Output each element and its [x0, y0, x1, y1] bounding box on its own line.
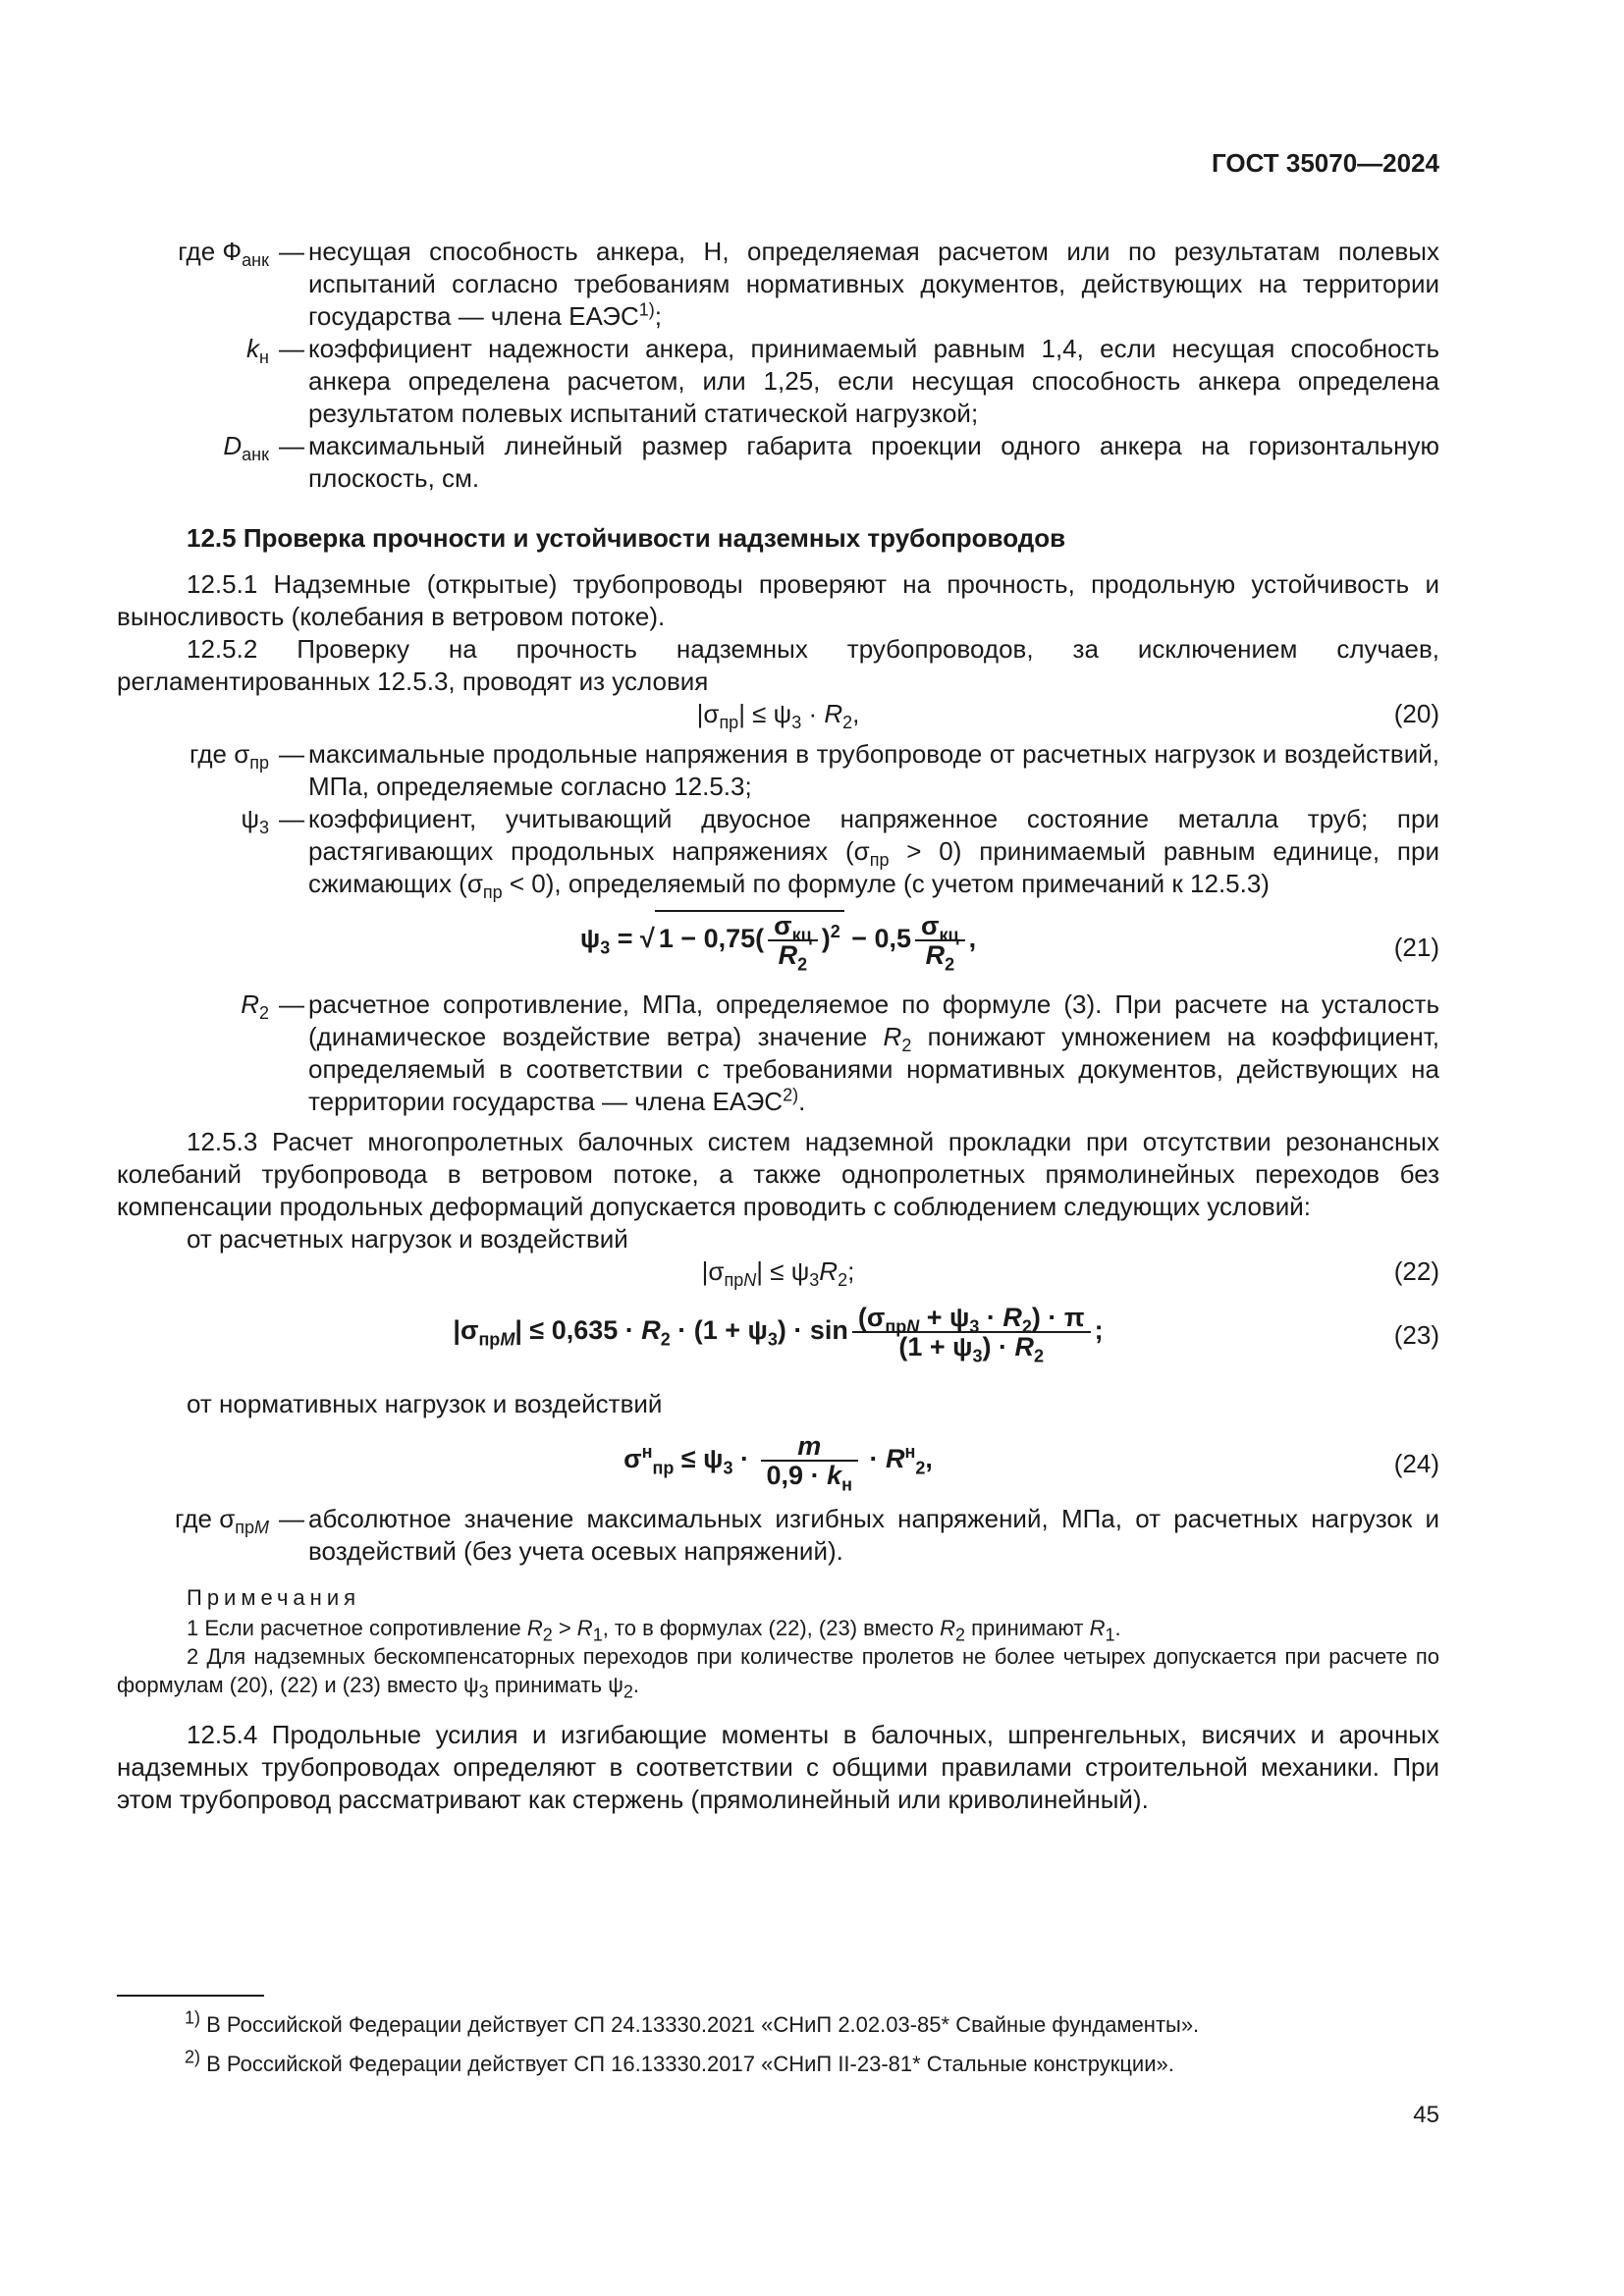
- section-heading: 12.5 Проверка прочности и устойчивости надземных трубопроводов: [187, 523, 1066, 553]
- definition-sigma-pr: где $\sigma_{пр}$ — максимальные продольные напряжения в трубопроводе от расчетных нагрузок и воздействий, МПа, определяемые согласно 12.5.3;: [189, 739, 1439, 801]
- notes-title: Примечания: [187, 1585, 361, 1610]
- page-content: [117, 236, 1439, 1816]
- footnote-divider: [117, 1995, 264, 1997]
- footnote-1: $^{1)}$ В Российской Федерации действует СП 24.13330.2021 «СНиП 2.02.03-85* Свайные фундаменты».: [185, 2007, 1200, 2037]
- formula-22: $|\sigma_{прN}| \le \psi_3R_2$; (22): [701, 1256, 1439, 1291]
- definition-r2: $R_2$ — расчетное сопротивление, МПа, определяемое по формуле (3). При расчете на усталость (динамическое воздействие ветра) значение $R_2$ понижают умножением на коэффициент, определяемый в соответствии с требованиями нормативных документов, действующих на территории государства — члена ЕАЭС$^{2)}$.: [241, 989, 1439, 1116]
- definition-sigma-prm: где $\sigma_{прM}$ — абсолютное значение максимальных изгибных напряжений, МПа, от расчетных нагрузок и воздействий (без учета осевых напряжений).: [175, 1504, 1439, 1566]
- page-number: 45: [1413, 2102, 1439, 2128]
- formula-21: $\psi_3$ = √ 1 − 0,75( $\frac{\sigma_{кц}}{R_2}$ )$^2$ − 0,5 $\frac{\sigma_{кц}}{R_2}$ , (21): [579, 911, 1439, 975]
- document-code: ГОСТ 35070—2024: [1212, 148, 1439, 178]
- formula-20: $|\sigma_{пр}| \le \psi_3 \cdot R_2$, (20): [696, 699, 1439, 733]
- paragraph-12-5-4: 12.5.4 Продольные усилия и изгибающие моменты в балочных, шпренгельных, висячих и арочных надземных трубопроводах определяют в соответствии с общими правилами строительной механики. При этом трубопровод рассматривают как стержень (прямолинейный или криволинейный).: [117, 1720, 1439, 1814]
- text-calc-loads: от расчетных нагрузок и воздействий: [187, 1224, 628, 1254]
- definition-psi-3: $\psi_3$ — коэффициент, учитывающий двуосное напряженное состояние металла труб; при растягивающих продольных напряжениях $(\sigma_{пр} > 0)$ принимаемый равным единице, при сжимающих $(\sigma_{пр} < 0)$, определяемый по формуле (с учетом примечаний к 12.5.3): [241, 804, 1439, 903]
- definition-k-n: $k_н$ — коэффициент надежности анкера, принимаемый равным 1,4, если несущая способность анкера определена расчетом, или 1,25, если несущая способность анкера определена результатом полевых испытаний статической нагрузкой;: [246, 334, 1439, 428]
- paragraph-12-5-3: 12.5.3 Расчет многопролетных балочных систем надземной прокладки при отсутствии резонансных колебаний трубопровода в ветровом потоке, а также однопролетных прямолинейных переходов без компенсации продольных деформаций допускается проводить с соблюдением следующих условий:: [117, 1127, 1439, 1221]
- text-norm-loads: от нормативных нагрузок и воздействий: [187, 1389, 663, 1418]
- note-2: 2 Для надземных бескомпенсаторных переходов при количестве пролетов не более четырех допускается при расчете по формулам (20), (22) и (23) вместо $\psi_3$ принимать $\psi_2$.: [117, 1644, 1439, 1702]
- footnote-2: $^{2)}$ В Российской Федерации действует СП 16.13330.2017 «СНиП II-23-81* Стальные конструкции».: [185, 2047, 1174, 2076]
- formula-24: $\sigma^н_{пр} \le \psi_3$ · $\frac{m}{0,9 \cdot k_н}$ · $R^н_2$, (24): [623, 1431, 1439, 1495]
- definition-f-ank: где $Ф_{анк}$ — несущая способность анкера, Н, определяемая расчетом или по результатам полевых испытаний согласно требованиям нормативных документов, действующих на территории государства — члена ЕАЭС$^{1)}$;: [178, 237, 1439, 331]
- paragraph-12-5-2: 12.5.2 Проверку на прочность надземных трубопроводов, за исключением случаев, регламентированных 12.5.3, проводят из условия: [117, 634, 1439, 696]
- definition-d-ank: $D_{анк}$ — максимальный линейный размер габарита проекции одного анкера на горизонтальную плоскость, см.: [223, 431, 1439, 493]
- formula-23: $|\sigma_{прM}| \le 0,635 \cdot R_2 \cdot (1 + \psi_3) \cdot \sin$ $\frac{(\sigma_{прN} + \psi_3 \cdot R_2) \cdot \pi}{(1 + \psi_3) \cdot R_2}$ ; (23): [453, 1303, 1439, 1366]
- note-1: 1 Если расчетное сопротивление $R_2 > R_1$, то в формулах (22), (23) вместо $R_2$ принимают $R_1$.: [187, 1616, 1121, 1645]
- paragraph-12-5-1: 12.5.1 Надземные (открытые) трубопроводы проверяют на прочность, продольную устойчивость и выносливость (колебания в ветровом потоке).: [117, 569, 1439, 631]
